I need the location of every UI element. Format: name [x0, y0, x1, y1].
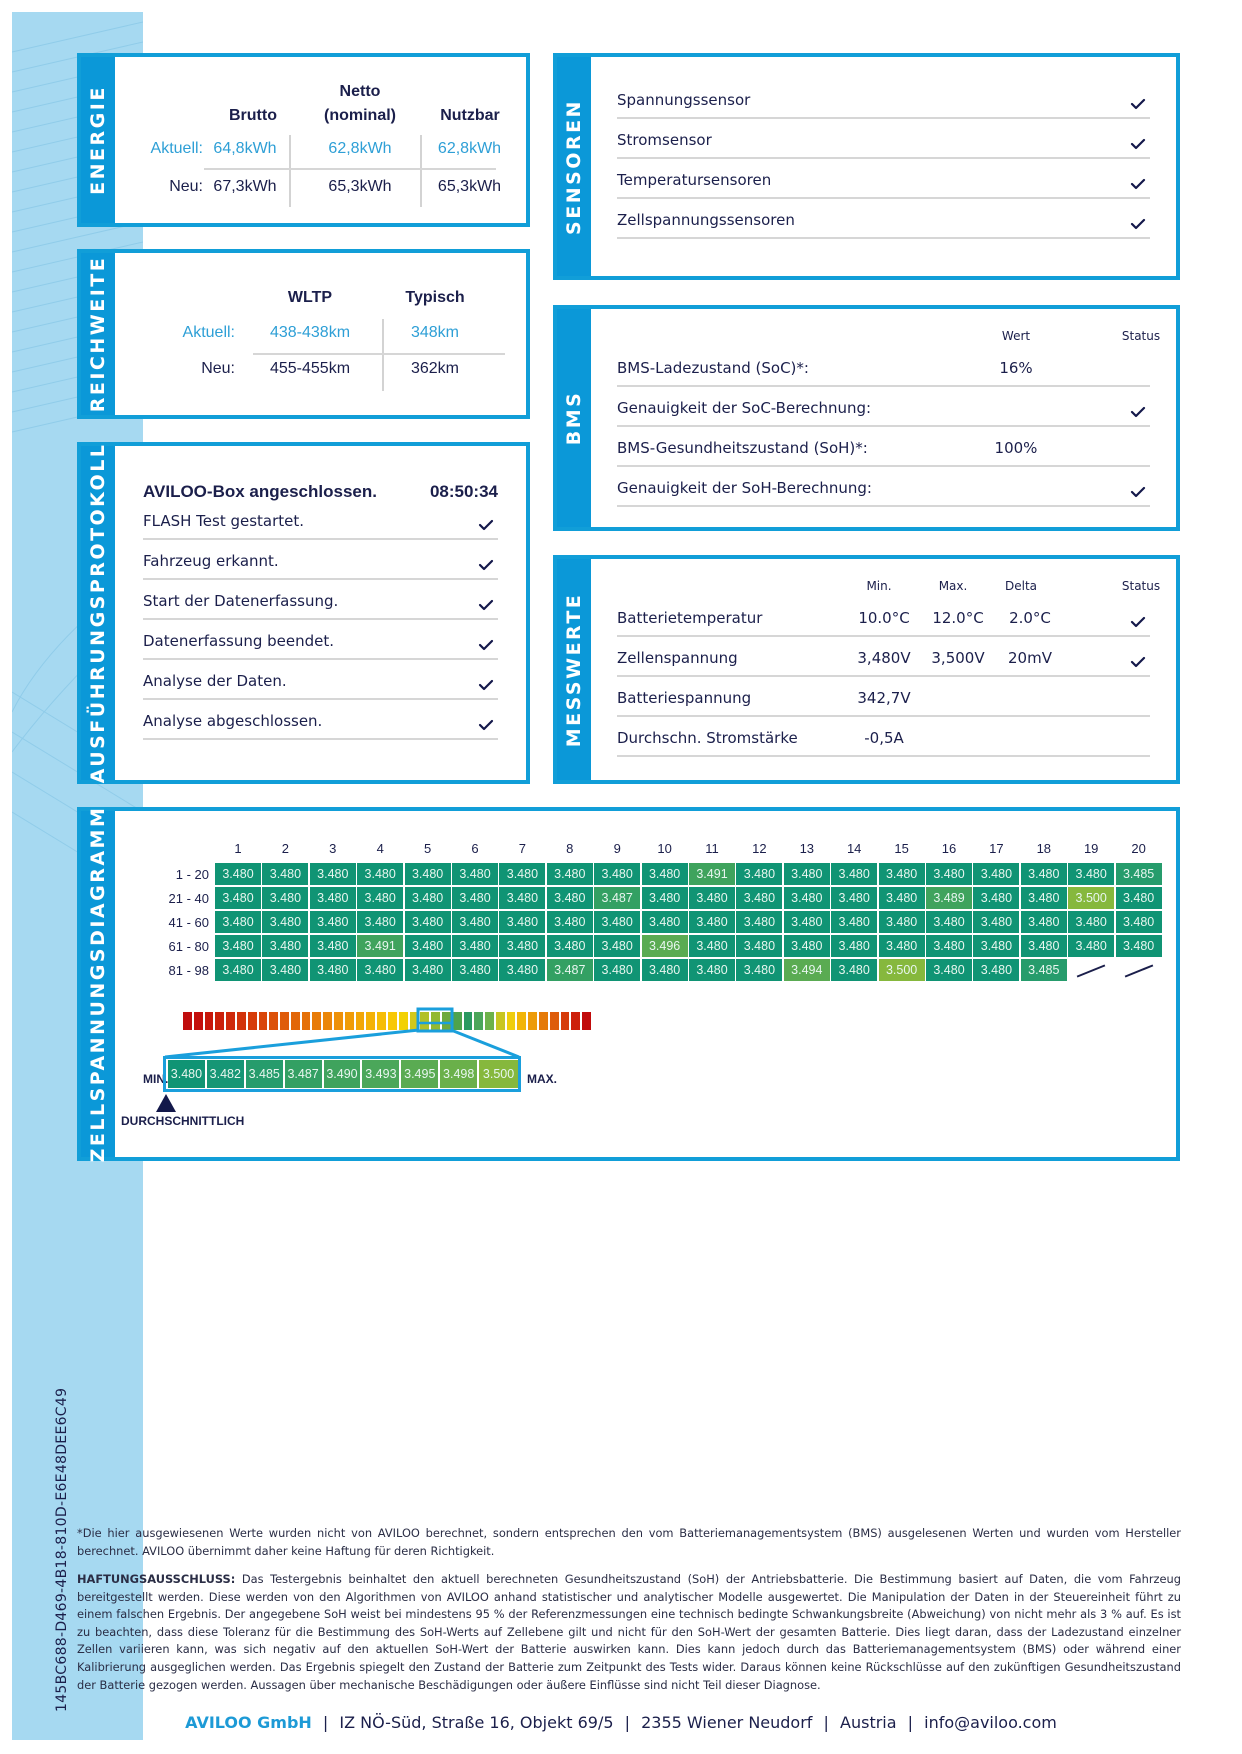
- energie-header-nutzbar: Nutzbar: [440, 107, 500, 124]
- bms-row: [617, 347, 1150, 387]
- sensor-row-label: Stromsensor: [617, 131, 712, 149]
- grid-column-header: 6: [471, 841, 479, 856]
- grid-cell: 3.480: [736, 863, 782, 885]
- grid-cell: 3.480: [357, 959, 403, 981]
- footer-sep: |: [624, 1713, 631, 1732]
- grid-cell: 3.480: [594, 959, 640, 981]
- legend-cell: 3.487: [285, 1060, 324, 1088]
- messwerte-max: 3,500V: [931, 649, 985, 667]
- footer: [0, 1713, 1242, 1732]
- check-icon: [1130, 217, 1146, 231]
- energie-aktuell-netto: 62,8kWh: [328, 140, 392, 157]
- document-id: 145BC688-D469-4B18-810D-E6E48DEE6C49: [54, 1387, 70, 1712]
- grid-cell: 3.480: [1068, 911, 1114, 933]
- sensor-row: [617, 119, 1150, 159]
- grid-cell: 3.480: [594, 935, 640, 957]
- messwerte-panel: [553, 555, 1180, 784]
- grid-cell: 3.480: [262, 887, 308, 909]
- sensor-row-label: Temperatursensoren: [617, 171, 772, 189]
- messwerte-max: 12.0°C: [932, 609, 984, 627]
- energie-neu-brutto: 67,3kWh: [213, 178, 277, 195]
- protokoll-header-time: 08:50:34: [429, 482, 498, 501]
- grid-cell: 3.480: [689, 911, 735, 933]
- grid-column-header: 4: [376, 841, 384, 856]
- zellspannung-title: ZELLSPANNUNGSDIAGRAMM: [87, 805, 109, 1163]
- sensor-row: [617, 79, 1150, 119]
- grid-row-label: 21 - 40: [168, 891, 209, 906]
- grid-cell: 3.485: [1116, 863, 1162, 885]
- reichweite-tab: [81, 253, 115, 415]
- messwerte-row-label: Batterietemperatur: [617, 609, 763, 627]
- grid-column-header: 18: [1036, 841, 1052, 856]
- footer-address: IZ NÖ-Süd, Straße 16, Objekt 69/5: [339, 1713, 614, 1732]
- reichweite-header-wltp: WLTP: [287, 289, 333, 306]
- bms-row: [617, 387, 1150, 427]
- grid-cell: 3.480: [310, 911, 356, 933]
- grid-cell: 3.480: [831, 887, 877, 909]
- energie-header-brutto: Brutto: [229, 107, 277, 124]
- grid-cell: 3.480: [452, 863, 498, 885]
- grid-empty-cell: [1077, 964, 1106, 977]
- grid-cell: 3.480: [879, 935, 925, 957]
- grid-cell: 3.480: [499, 863, 545, 885]
- grid-cell: 3.480: [262, 911, 308, 933]
- legend-cell: 3.480: [168, 1060, 207, 1088]
- footer-company: AVILOO GmbH: [185, 1713, 312, 1732]
- energie-aktuell-label: Aktuell:: [150, 140, 203, 157]
- grid-cell: 3.480: [784, 911, 830, 933]
- bms-row-label: Genauigkeit der SoH-Berechnung:: [617, 479, 872, 497]
- bms-row-label: BMS-Gesundheitszustand (SoH)*:: [617, 439, 868, 457]
- footer-email[interactable]: info@aviloo.com: [924, 1713, 1057, 1732]
- grid-cell: 3.480: [642, 887, 688, 909]
- sensor-row: [617, 159, 1150, 199]
- footer-city: 2355 Wiener Neudorf: [641, 1713, 813, 1732]
- grid-cell: 3.491: [357, 935, 403, 957]
- grid-cell: 3.480: [405, 887, 451, 909]
- messwerte-col-delta: Delta: [1004, 579, 1037, 593]
- sensor-row-label: Zellspannungssensoren: [617, 211, 795, 229]
- messwerte-min: -0,5A: [864, 729, 904, 747]
- energie-neu-label: Neu:: [169, 178, 203, 195]
- grid-cell: 3.480: [1021, 887, 1067, 909]
- check-icon: [478, 598, 494, 612]
- protokoll-row: [143, 620, 498, 660]
- sensoren-panel: [553, 53, 1180, 280]
- grid-column-header: 17: [989, 841, 1004, 856]
- sensoren-title: SENSOREN: [563, 98, 585, 235]
- messwerte-row: [617, 637, 1150, 677]
- protokoll-row-label: Datenerfassung beendet.: [143, 632, 335, 650]
- bms-row: [617, 467, 1150, 507]
- legend-cell: 3.482: [207, 1060, 246, 1088]
- grid-cell: 3.480: [547, 863, 593, 885]
- zellspannung-panel: [77, 807, 1180, 1161]
- check-icon: [1130, 655, 1146, 669]
- bms-col-wert: Wert: [1001, 329, 1031, 343]
- grid-row-label: 61 - 80: [168, 939, 209, 954]
- grid-cell: 3.480: [1116, 887, 1162, 909]
- grid-cell: 3.480: [879, 887, 925, 909]
- grid-cell: 3.480: [784, 887, 830, 909]
- grid-cell: 3.487: [594, 887, 640, 909]
- check-icon: [1130, 177, 1146, 191]
- average-label: DURCHSCHNITTLICH: [121, 1114, 245, 1128]
- energie-header-netto-2: (nominal): [324, 107, 396, 124]
- messwerte-min: 3,480V: [857, 649, 911, 667]
- grid-cell: 3.491: [689, 863, 735, 885]
- grid-cell: 3.480: [736, 887, 782, 909]
- messwerte-delta: 20mV: [1008, 649, 1052, 667]
- grid-cell: 3.480: [215, 887, 261, 909]
- energie-header-netto-1: Netto: [339, 83, 381, 100]
- grid-cell: 3.480: [452, 959, 498, 981]
- grid-cell: 3.480: [452, 911, 498, 933]
- legend-zoom-box: [163, 1056, 521, 1092]
- sensoren-tab: [557, 57, 591, 276]
- grid-cell: 3.496: [642, 935, 688, 957]
- grid-cell: 3.480: [689, 959, 735, 981]
- messwerte-row: [617, 597, 1150, 637]
- grid-column-header: 5: [423, 841, 432, 856]
- energie-title: ENERGIE: [87, 85, 109, 195]
- grid-column-header: 11: [705, 841, 719, 856]
- disclaimer-text: Das Testergebnis beinhaltet den aktuell berechneten Gesundheitszustand (SoH) der Antriebsbatterie. Die Bestimmung basiert auf Daten, die vom Fahrzeug bereitgestellt werden. Diese werden von den Algorithmen von AVILOO anhand statistischer und analytischer Modelle ausgewertet. Die Manipulation der Daten in der Steuereinheit führt zu einem falschen Ergebnis. Der angegebene SoH weist bei mindestens 95 % der Referenzmessungen eine technisch bedingte Schwankungsbreite (Abweichung) von nicht mehr als 3 % auf. Es ist zu beachten, dass diese Toleranz für die Bestimmung des SoH-Werts auf Zellebene gilt und nicht für den SoH-Wert der gesamten Batterie. Dies liegt daran, dass der Ladezustand einzelner Zellen variieren kann, was sich negativ auf den aktuellen SoH-Wert der Batterie auswirken kann. Dies kann jedoch durch das Batteriemanagementsystem (BMS) oder während einer Kalibrierung ausgeglichen werden. Das Ergebnis spiegelt den Zustand der Batterie zum Zeitpunkt des Tests wider. Daraus können keine Rückschlüsse auf den zukünftigen Gesundheitszustand der Batterie gezogen werden. Aussagen über mechanische Beschädigungen oder äußere Einflüsse sind nicht Teil dieser Diagnose.: [77, 1572, 1181, 1692]
- grid-cell: 3.480: [784, 935, 830, 957]
- legend-cell: 3.500: [479, 1060, 518, 1088]
- grid-empty-cell: [1124, 964, 1153, 977]
- grid-cell: 3.485: [1021, 959, 1067, 981]
- bms-value: 100%: [994, 439, 1038, 457]
- protokoll-row: [143, 540, 498, 580]
- grid-cell: 3.480: [357, 863, 403, 885]
- check-icon: [1130, 137, 1146, 151]
- protokoll-row-label: Analyse abgeschlossen.: [143, 712, 323, 730]
- grid-cell: 3.480: [1116, 935, 1162, 957]
- protokoll-row: [143, 700, 498, 740]
- grid-cell: 3.480: [262, 863, 308, 885]
- messwerte-delta: 2.0°C: [1009, 609, 1051, 627]
- grid-cell: 3.480: [973, 863, 1019, 885]
- grid-cell: 3.480: [310, 863, 356, 885]
- check-icon: [1130, 97, 1146, 111]
- reichweite-neu-typisch: 362km: [410, 360, 460, 377]
- grid-cell: 3.480: [831, 911, 877, 933]
- protokoll-row-label: Fahrzeug erkannt.: [143, 552, 279, 570]
- protokoll-title: AUSFÜHRUNGSPROTOKOLL: [87, 442, 109, 784]
- grid-cell: 3.480: [262, 935, 308, 957]
- messwerte-title: MESSWERTE: [563, 592, 585, 747]
- legend-cell: 3.485: [246, 1060, 285, 1088]
- grid-cell: 3.480: [405, 935, 451, 957]
- messwerte-row: [617, 717, 1150, 757]
- grid-cell: 3.494: [784, 959, 830, 981]
- reichweite-divider: [382, 319, 384, 391]
- grid-cell: 3.480: [547, 911, 593, 933]
- grid-cell: 3.480: [784, 863, 830, 885]
- legend-cell: 3.493: [362, 1060, 401, 1088]
- legend-cell: 3.490: [324, 1060, 363, 1088]
- footer-country: Austria: [840, 1713, 897, 1732]
- grid-cell: 3.480: [973, 887, 1019, 909]
- grid-cell: 3.480: [973, 935, 1019, 957]
- grid-cell: 3.480: [547, 887, 593, 909]
- messwerte-col-status: Status: [1121, 579, 1161, 593]
- grid-cell: 3.480: [642, 911, 688, 933]
- bms-col-status: Status: [1121, 329, 1161, 343]
- grid-cell: 3.480: [594, 863, 640, 885]
- grid-column-header: 19: [1083, 841, 1099, 856]
- grid-cell: 3.480: [357, 887, 403, 909]
- messwerte-row-label: Durchschn. Stromstärke: [617, 729, 798, 747]
- average-marker-icon: [156, 1094, 176, 1112]
- energie-neu-nutzbar: 65,3kWh: [437, 178, 502, 195]
- grid-cell: 3.480: [926, 911, 972, 933]
- grid-cell: 3.480: [689, 887, 735, 909]
- grid-column-header: 2: [281, 841, 289, 856]
- grid-column-header: 10: [657, 841, 672, 856]
- energie-aktuell-nutzbar: 62,8kWh: [437, 140, 502, 157]
- grid-cell: 3.480: [642, 959, 688, 981]
- bms-row: [617, 427, 1150, 467]
- grid-cell: 3.480: [831, 935, 877, 957]
- grid-cell: 3.480: [215, 911, 261, 933]
- messwerte-col-max: Max.: [938, 579, 968, 593]
- bms-panel: [553, 305, 1180, 531]
- grid-cell: 3.480: [262, 959, 308, 981]
- bms-value: 16%: [999, 359, 1033, 377]
- grid-cell: 3.480: [1068, 935, 1114, 957]
- grid-cell: 3.480: [926, 863, 972, 885]
- grid-cell: 3.480: [499, 887, 545, 909]
- footer-sep: |: [907, 1713, 914, 1732]
- messwerte-col-min: Min.: [866, 579, 892, 593]
- energie-aktuell-brutto: 64,8kWh: [213, 140, 277, 157]
- grid-cell: 3.480: [973, 959, 1019, 981]
- protokoll-panel: [77, 442, 530, 784]
- zoom-connector: [115, 811, 715, 1081]
- messwerte-tab: [557, 559, 591, 780]
- grid-cell: 3.480: [1116, 911, 1162, 933]
- grid-column-header: 7: [518, 841, 526, 856]
- grid-cell: 3.480: [1021, 863, 1067, 885]
- grid-cell: 3.480: [736, 911, 782, 933]
- protokoll-row-label: Start der Datenerfassung.: [143, 592, 339, 610]
- grid-column-header: 1: [234, 841, 242, 856]
- grid-cell: 3.480: [310, 935, 356, 957]
- disclaimer: [77, 1571, 1181, 1694]
- grid-column-header: 16: [941, 841, 957, 856]
- sensor-row-label: Spannungssensor: [617, 91, 751, 109]
- grid-cell: 3.500: [879, 959, 925, 981]
- grid-cell: 3.480: [547, 935, 593, 957]
- bms-row-label: Genauigkeit der SoC-Berechnung:: [617, 399, 872, 417]
- grid-cell: 3.480: [452, 887, 498, 909]
- grid-cell: 3.480: [452, 935, 498, 957]
- grid-cell: 3.480: [642, 863, 688, 885]
- grid-column-header: 20: [1131, 841, 1146, 856]
- scale-min-label: MIN.: [143, 1072, 169, 1086]
- footer-sep: |: [823, 1713, 829, 1732]
- messwerte-row: [617, 677, 1150, 717]
- energie-divider: [289, 135, 291, 207]
- grid-row-label: 81 - 98: [168, 963, 209, 978]
- grid-cell: 3.480: [1021, 911, 1067, 933]
- grid-column-header: 12: [752, 841, 767, 856]
- sensor-row: [617, 199, 1150, 239]
- grid-cell: 3.480: [310, 959, 356, 981]
- check-icon: [1130, 405, 1146, 419]
- grid-column-header: 13: [799, 841, 815, 856]
- messwerte-row-label: Batteriespannung: [617, 689, 752, 707]
- bms-tab: [557, 309, 591, 527]
- protokoll-header-label: AVILOO-Box angeschlossen.: [143, 482, 377, 501]
- bms-row-label: BMS-Ladezustand (SoC)*:: [617, 359, 809, 377]
- grid-cell: 3.480: [973, 911, 1019, 933]
- grid-cell: 3.500: [1068, 887, 1114, 909]
- scale-max-label: MAX.: [527, 1072, 557, 1086]
- grid-cell: 3.480: [499, 911, 545, 933]
- grid-cell: 3.487: [547, 959, 593, 981]
- grid-cell: 3.489: [926, 887, 972, 909]
- disclaimer-label: HAFTUNGSAUSSCHLUSS:: [77, 1572, 236, 1586]
- energie-neu-netto: 65,3kWh: [328, 178, 392, 195]
- reichweite-aktuell-wltp: 438-438km: [269, 324, 351, 341]
- grid-column-header: 8: [566, 841, 574, 856]
- check-icon: [478, 678, 494, 692]
- check-icon: [478, 718, 494, 732]
- protokoll-row-label: Analyse der Daten.: [143, 672, 287, 690]
- grid-cell: 3.480: [736, 959, 782, 981]
- reichweite-panel: [77, 249, 530, 419]
- reichweite-title: REICHWEITE: [87, 255, 109, 413]
- grid-cell: 3.480: [831, 863, 877, 885]
- footer-sep: |: [322, 1713, 329, 1732]
- energie-panel: [77, 53, 530, 227]
- grid-cell: 3.480: [215, 863, 261, 885]
- grid-cell: 3.480: [405, 863, 451, 885]
- grid-cell: 3.480: [405, 911, 451, 933]
- grid-row-label: 1 - 20: [175, 867, 209, 882]
- check-icon: [1130, 615, 1146, 629]
- grid-cell: 3.480: [831, 959, 877, 981]
- energie-divider: [204, 168, 496, 170]
- grid-cell: 3.480: [499, 959, 545, 981]
- protokoll-tab: [81, 442, 115, 784]
- grid-cell: 3.480: [879, 911, 925, 933]
- grid-row-label: 41 - 60: [168, 915, 209, 930]
- grid-cell: 3.480: [310, 887, 356, 909]
- legend-cell: 3.498: [440, 1060, 479, 1088]
- reichweite-header-typisch: Typisch: [405, 289, 465, 306]
- grid-cell: 3.480: [1021, 935, 1067, 957]
- grid-column-header: 9: [613, 841, 621, 856]
- messwerte-min: 10.0°C: [858, 609, 910, 627]
- grid-cell: 3.480: [1068, 863, 1114, 885]
- protokoll-row: [143, 500, 498, 540]
- messwerte-row-label: Zellenspannung: [617, 649, 738, 667]
- energie-divider: [420, 135, 422, 207]
- grid-cell: 3.480: [926, 935, 972, 957]
- grid-cell: 3.480: [499, 935, 545, 957]
- reichweite-neu-label: Neu:: [201, 360, 235, 377]
- reichweite-aktuell-label: Aktuell:: [182, 324, 235, 341]
- reichweite-aktuell-typisch: 348km: [410, 324, 460, 341]
- grid-cell: 3.480: [357, 911, 403, 933]
- messwerte-min: 342,7V: [857, 689, 911, 707]
- energie-tab: [81, 57, 115, 223]
- legend-cell: 3.495: [401, 1060, 440, 1088]
- check-icon: [478, 558, 494, 572]
- protokoll-row: [143, 580, 498, 620]
- grid-cell: 3.480: [689, 935, 735, 957]
- grid-cell: 3.480: [736, 935, 782, 957]
- grid-cell: 3.480: [879, 863, 925, 885]
- protokoll-row: [143, 660, 498, 700]
- grid-cell: 3.480: [405, 959, 451, 981]
- reichweite-neu-wltp: 455-455km: [269, 360, 351, 377]
- check-icon: [1130, 485, 1146, 499]
- grid-column-header: 15: [894, 841, 909, 856]
- grid-cell: 3.480: [215, 959, 261, 981]
- grid-cell: 3.480: [215, 935, 261, 957]
- grid-cell: 3.480: [926, 959, 972, 981]
- check-icon: [478, 518, 494, 532]
- footnote: *Die hier ausgewiesenen Werte wurden nicht von AVILOO berechnet, sondern entsprechen den vom Batteriemanagementsystem (BMS) ausgelesenen Werten und wurden vom Hersteller berechnet. AVILOO übernimmt daher keine Haftung für deren Richtigkeit.: [77, 1526, 1181, 1558]
- zellspannung-tab: [81, 805, 115, 1163]
- grid-column-header: 14: [846, 841, 862, 856]
- grid-cell: 3.480: [594, 911, 640, 933]
- protokoll-row-label: FLASH Test gestartet.: [143, 512, 305, 530]
- check-icon: [478, 638, 494, 652]
- bms-title: BMS: [563, 390, 585, 446]
- grid-column-header: 3: [329, 841, 337, 856]
- reichweite-divider: [253, 353, 505, 355]
